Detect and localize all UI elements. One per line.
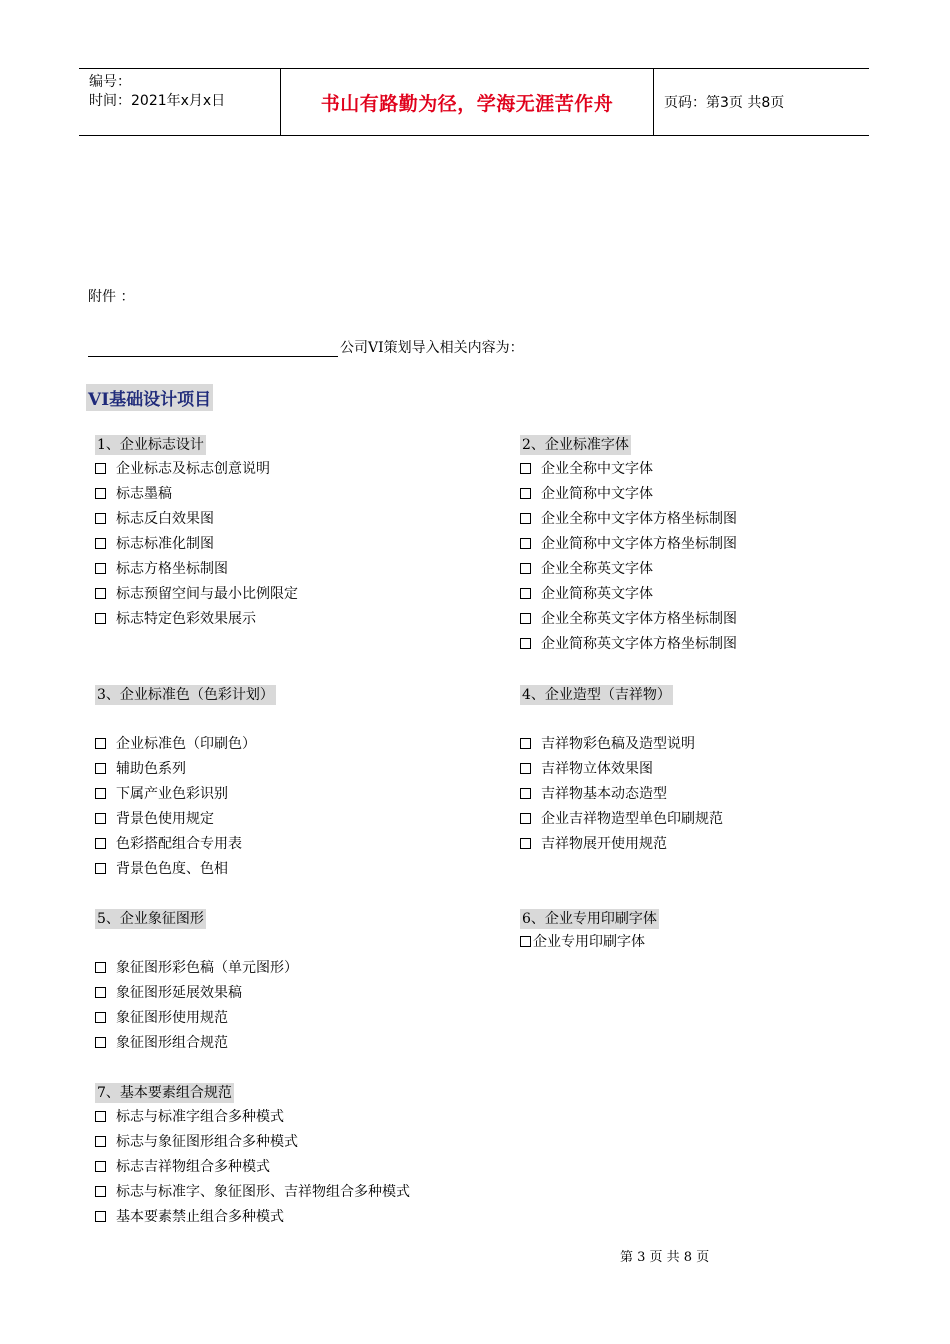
checkbox-icon[interactable] xyxy=(95,563,106,574)
checklist-item-label: 色彩搭配组合专用表 xyxy=(116,836,242,852)
document-time-label: 时间：2021年x月x日 xyxy=(89,93,226,109)
checklist-item xyxy=(95,1105,410,1130)
checklist-item xyxy=(95,607,298,632)
checkbox-icon[interactable] xyxy=(520,588,531,599)
checklist-item xyxy=(95,782,276,807)
section-title: 1、企业标志设计 xyxy=(97,437,204,453)
checklist-item-label: 企业简称中文字体方格坐标制图 xyxy=(541,536,737,552)
checklist-item xyxy=(95,1006,298,1031)
checklist-item xyxy=(520,582,737,607)
checklist-item xyxy=(95,582,298,607)
checklist-item xyxy=(95,1205,410,1230)
checkbox-icon[interactable] xyxy=(520,936,531,947)
checklist-item xyxy=(520,482,737,507)
checklist-item xyxy=(95,1155,410,1180)
checklist-item xyxy=(95,482,298,507)
checkbox-icon[interactable] xyxy=(95,513,106,524)
section-1 xyxy=(95,435,298,632)
checklist-item-label: 企业全称中文字体方格坐标制图 xyxy=(541,511,737,527)
checklist-item-label: 吉祥物彩色稿及造型说明 xyxy=(541,736,695,752)
section-6 xyxy=(520,909,659,955)
checkbox-icon[interactable] xyxy=(520,513,531,524)
checklist-item xyxy=(520,732,723,757)
checklist-item-label: 企业简称中文字体 xyxy=(541,486,653,502)
checklist-item xyxy=(95,557,298,582)
checklist-item xyxy=(520,557,737,582)
checklist-item xyxy=(95,857,276,882)
checkbox-icon[interactable] xyxy=(520,613,531,624)
checklist-item xyxy=(95,1031,298,1056)
checklist-item xyxy=(520,930,659,955)
checklist-item-label: 吉祥物基本动态造型 xyxy=(541,786,667,802)
checkbox-icon[interactable] xyxy=(95,987,106,998)
checklist-item-label: 标志与标准字、象征图形、吉祥物组合多种模式 xyxy=(116,1184,410,1200)
checklist-item xyxy=(520,807,723,832)
checkbox-icon[interactable] xyxy=(520,563,531,574)
checklist-item-label: 吉祥物立体效果图 xyxy=(541,761,653,777)
section-2 xyxy=(520,435,737,657)
checklist-item xyxy=(520,632,737,657)
company-line-text: 公司VI策划导入相关内容为： xyxy=(340,340,524,356)
header-table xyxy=(79,68,869,136)
checklist-item-label: 吉祥物展开使用规范 xyxy=(541,836,667,852)
checkbox-icon[interactable] xyxy=(95,813,106,824)
checkbox-icon[interactable] xyxy=(95,1012,106,1023)
checklist-item-label: 标志特定色彩效果展示 xyxy=(116,611,256,627)
section-title: 7、基本要素组合规范 xyxy=(97,1085,232,1101)
checklist-item-label: 下属产业色彩识别 xyxy=(116,786,228,802)
checkbox-icon[interactable] xyxy=(520,538,531,549)
checkbox-icon[interactable] xyxy=(95,763,106,774)
checkbox-icon[interactable] xyxy=(520,638,531,649)
checklist-item-label: 标志反白效果图 xyxy=(116,511,214,527)
checkbox-icon[interactable] xyxy=(95,538,106,549)
checkbox-icon[interactable] xyxy=(95,588,106,599)
checklist-item xyxy=(520,757,723,782)
checkbox-icon[interactable] xyxy=(95,788,106,799)
attachment-label: 附件 ： xyxy=(88,289,135,305)
checkbox-icon[interactable] xyxy=(95,463,106,474)
checklist-item-label: 企业简称英文字体 xyxy=(541,586,653,602)
company-line xyxy=(88,337,524,357)
checklist-item-label: 背景色色度、色相 xyxy=(116,861,228,877)
checklist-item xyxy=(520,507,737,532)
checkbox-icon[interactable] xyxy=(95,863,106,874)
checklist-item-label: 标志与象征图形组合多种模式 xyxy=(116,1134,298,1150)
checkbox-icon[interactable] xyxy=(95,613,106,624)
checklist-item xyxy=(520,532,737,557)
checkbox-icon[interactable] xyxy=(520,488,531,499)
checkbox-icon[interactable] xyxy=(520,838,531,849)
checkbox-icon[interactable] xyxy=(95,738,106,749)
checklist-item-label: 标志预留空间与最小比例限定 xyxy=(116,586,298,602)
checklist-item-label: 企业标准色（印刷色） xyxy=(116,736,256,752)
checkbox-icon[interactable] xyxy=(95,838,106,849)
section-title: 5、企业象征图形 xyxy=(97,911,204,927)
checklist-item xyxy=(95,807,276,832)
checkbox-icon[interactable] xyxy=(95,1037,106,1048)
checklist-item-label: 标志墨稿 xyxy=(116,486,172,502)
section-3 xyxy=(95,685,276,882)
checklist-item xyxy=(95,732,276,757)
checklist-item-label: 企业吉祥物造型单色印刷规范 xyxy=(541,811,723,827)
checklist-item-label: 象征图形组合规范 xyxy=(116,1035,228,1051)
section-5 xyxy=(95,909,298,1056)
checklist-item-label: 企业标志及标志创意说明 xyxy=(116,461,270,477)
checklist-item xyxy=(520,832,723,857)
checklist-item-label: 标志标准化制图 xyxy=(116,536,214,552)
header-motto: 书山有路勤为径，学海无涯苦作舟 xyxy=(281,69,654,135)
checklist-item xyxy=(95,457,298,482)
checkbox-icon[interactable] xyxy=(95,962,106,973)
section-title: 6、企业专用印刷字体 xyxy=(522,911,657,927)
checklist-item-label: 企业全称英文字体 xyxy=(541,561,653,577)
checkbox-icon[interactable] xyxy=(95,1136,106,1147)
section-7 xyxy=(95,1083,410,1230)
checkbox-icon[interactable] xyxy=(520,788,531,799)
page-footer: 第 3 页 共 8 页 xyxy=(620,1250,710,1265)
checklist-item-label: 背景色使用规定 xyxy=(116,811,214,827)
checkbox-icon[interactable] xyxy=(520,463,531,474)
checklist-item-label: 标志方格坐标制图 xyxy=(116,561,228,577)
vi-section-title: VI基础设计项目 xyxy=(86,384,213,411)
checklist-item-label: 象征图形彩色稿（单元图形） xyxy=(116,960,298,976)
checklist-item-label: 标志吉祥物组合多种模式 xyxy=(116,1159,270,1175)
checklist-item xyxy=(520,457,737,482)
checklist-item-label: 标志与标准字组合多种模式 xyxy=(116,1109,284,1125)
checklist-item-label: 象征图形使用规范 xyxy=(116,1010,228,1026)
checkbox-icon[interactable] xyxy=(520,813,531,824)
checkbox-icon[interactable] xyxy=(95,1111,106,1122)
checklist-item xyxy=(95,1130,410,1155)
header-left-cell xyxy=(79,69,281,135)
checklist-item xyxy=(95,507,298,532)
checklist-item-label: 企业全称英文字体方格坐标制图 xyxy=(541,611,737,627)
checklist-item xyxy=(95,757,276,782)
checkbox-icon[interactable] xyxy=(520,738,531,749)
checklist-item-label: 企业专用印刷字体 xyxy=(533,934,645,950)
header-page-info: 页码：第3页 共8页 xyxy=(664,95,785,111)
checklist-item-label: 基本要素禁止组合多种模式 xyxy=(116,1209,284,1225)
checklist-item-label: 辅助色系列 xyxy=(116,761,186,777)
checklist-item xyxy=(520,607,737,632)
section-title: 2、企业标准字体 xyxy=(522,437,629,453)
checklist-item xyxy=(95,981,298,1006)
section-4 xyxy=(520,685,723,857)
section-title: 3、企业标准色（色彩计划） xyxy=(97,687,274,703)
company-name-blank[interactable] xyxy=(88,340,338,357)
checklist-item-label: 企业全称中文字体 xyxy=(541,461,653,477)
checklist-item-label: 象征图形延展效果稿 xyxy=(116,985,242,1001)
checklist-item xyxy=(95,956,298,981)
checklist-item xyxy=(95,1180,410,1205)
checklist-item xyxy=(95,832,276,857)
checklist-item xyxy=(95,532,298,557)
checkbox-icon[interactable] xyxy=(520,763,531,774)
document-number-label: 编号： xyxy=(89,74,131,90)
checkbox-icon[interactable] xyxy=(95,1211,106,1222)
checkbox-icon[interactable] xyxy=(95,488,106,499)
checkbox-icon[interactable] xyxy=(95,1186,106,1197)
section-title: 4、企业造型（吉祥物） xyxy=(522,687,671,703)
checklist-item-label: 企业简称英文字体方格坐标制图 xyxy=(541,636,737,652)
checkbox-icon[interactable] xyxy=(95,1161,106,1172)
checklist-item xyxy=(520,782,723,807)
